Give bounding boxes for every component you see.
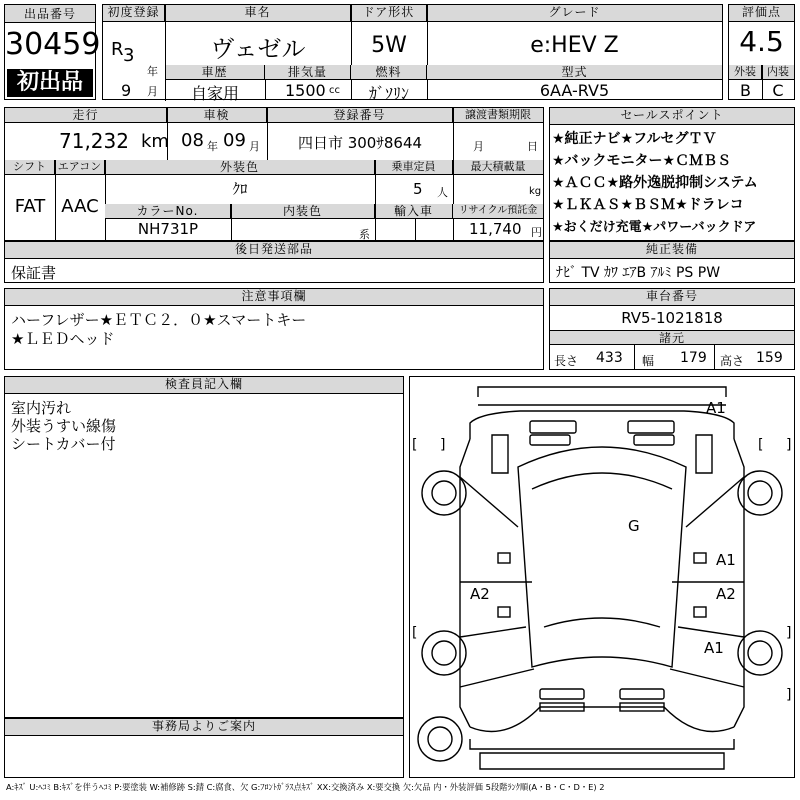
era: R — [111, 39, 124, 60]
sales-points-box — [549, 107, 795, 241]
chassis-label: 車台番号 — [550, 289, 794, 306]
first-listing-badge: 初出品 — [7, 69, 93, 97]
history-label: 車歴 — [165, 65, 265, 80]
capacity-unit: 人 — [437, 186, 448, 199]
shift: FAT — [14, 196, 46, 217]
inspection-year-suffix: 年 — [207, 140, 218, 153]
fuel: ｶﾞｿﾘﾝ — [368, 84, 409, 103]
recycle-label: リサイクル預託金 — [453, 204, 543, 219]
inspector-line: シートカバー付 — [11, 435, 116, 453]
length-label: 長さ — [554, 354, 579, 368]
displacement-label: 排気量 — [265, 65, 351, 80]
load-unit: kg — [529, 186, 542, 197]
inspection-year: 08 — [181, 130, 204, 151]
equipment-value: ﾅﾋﾞ TV ｶﾜ ｴｱB ｱﾙﾐ PS PW — [556, 265, 721, 281]
inspection-label: 車検 — [167, 108, 267, 123]
transfer-month: 月 — [473, 140, 484, 153]
ac-label: エアコン — [55, 160, 105, 175]
bracket-left: ] — [440, 437, 446, 453]
car-name-label: 車名 — [165, 5, 351, 22]
int-color-label: 内装色 — [231, 204, 375, 219]
color-no-label: カラーNo. — [105, 204, 231, 219]
load-label: 最大積載量 — [453, 160, 543, 175]
recycle: 11,740 — [469, 220, 522, 238]
chassis-number: RV5-1021818 — [621, 309, 723, 327]
sales-point-item: ★純正ナビ★フルセグＴＶ — [552, 131, 717, 147]
lot-number: 30459 — [5, 27, 101, 62]
era-year: 3 — [123, 45, 135, 66]
mileage: 71,232 — [59, 129, 129, 153]
later-parts-value: 保証書 — [11, 264, 57, 282]
import-label: 輸入車 — [375, 204, 453, 219]
length: 433 — [596, 350, 623, 366]
shift-label: シフト — [5, 160, 55, 175]
car-name: ヴェゼル — [210, 35, 306, 63]
history: 自家用 — [190, 84, 239, 103]
grade: e:HEV Z — [530, 33, 619, 58]
damage-mark-a2: A2 — [470, 585, 490, 603]
notes-line: ★ＬＥＤヘッド — [11, 330, 115, 348]
model: 6AA-RV5 — [539, 81, 610, 100]
displacement-unit: cc — [329, 85, 340, 96]
later-parts-box — [4, 241, 544, 283]
ext-label: 外装 — [729, 65, 762, 80]
int-color-unit: 系 — [359, 228, 370, 241]
damage-mark-a1: A1 — [704, 639, 724, 657]
month-suffix: 月 — [147, 85, 158, 98]
bracket-right: [ — [758, 437, 764, 453]
inspector-box — [4, 376, 404, 718]
color-no: NH731P — [137, 220, 199, 238]
mileage-unit: km — [141, 131, 169, 152]
dims-label: 諸元 — [550, 330, 794, 345]
reg-no-label: 登録番号 — [267, 108, 453, 123]
inspector-line: 室内汚れ — [11, 399, 72, 417]
transfer-day: 日 — [527, 140, 538, 153]
height-label: 高さ — [720, 354, 745, 368]
office-label: 事務局よりご案内 — [5, 719, 403, 736]
bracket-right: ] — [786, 437, 792, 453]
first-reg-label: 初度登録 — [103, 5, 165, 22]
color: ｸﾛ — [232, 180, 248, 198]
later-parts-label: 後日発送部品 — [5, 242, 543, 259]
width-label: 幅 — [642, 354, 655, 368]
bracket-left: [ — [412, 625, 418, 641]
capacity-label: 乗車定員 — [375, 160, 453, 175]
reg-no: 四日市 300ｻ8644 — [297, 134, 423, 152]
legend: A:ｷｽﾞ U:ﾍｺﾐ B:ｷｽﾞを伴うﾍｺﾐ P:要塗装 W:補修跡 S:錆 C:腐食、欠 G:ﾌﾛﾝﾄｶﾞﾗｽ点ｷｽﾞ XX:交換済み X:要交換 欠:欠品 内・外装評価 5段階ﾗﾝｸ順(A・B・C・D・E) 2 — [6, 782, 605, 792]
bracket-right: ] — [786, 625, 792, 641]
header-grid — [102, 4, 723, 103]
inspector-line: 外装うすい線傷 — [11, 417, 117, 435]
equipment-label: 純正装備 — [550, 242, 794, 259]
damage-mark-a1: A1 — [716, 551, 736, 569]
ac: AAC — [61, 196, 99, 217]
car-outline — [410, 377, 794, 777]
recycle-unit: 円 — [531, 226, 542, 239]
transfer-label: 譲渡書類期限 — [453, 108, 543, 123]
damage-diagram — [409, 376, 795, 778]
month: 9 — [121, 81, 132, 100]
year-suffix: 年 — [147, 65, 158, 78]
damage-mark-g: G — [628, 517, 640, 535]
ext-score: B — [740, 81, 751, 100]
model-label: 型式 — [427, 65, 722, 80]
equipment-box — [549, 241, 795, 283]
door-label: ドア形状 — [351, 5, 427, 22]
height: 159 — [756, 350, 783, 366]
sales-point-item: ★ＡＣＣ★路外逸脱抑制システム — [552, 175, 758, 191]
notes-line: ハーフレザー★ＥＴＣ２．０★スマートキー — [11, 311, 307, 329]
bracket-right: ] — [786, 687, 792, 703]
bracket-left: [ — [412, 437, 418, 453]
chassis-box — [549, 288, 795, 370]
inspector-label: 検査員記入欄 — [5, 377, 403, 394]
sales-point-item: ★バックモニター★ＣＭＢＳ — [552, 153, 732, 169]
displacement: 1500 — [285, 81, 326, 100]
fuel-label: 燃料 — [351, 65, 427, 80]
mileage-label: 走行 — [5, 108, 167, 123]
door-type: 5W — [371, 33, 407, 58]
damage-mark-a1: A1 — [706, 399, 726, 417]
width: 179 — [680, 350, 707, 366]
sales-points-label: セールスポイント — [550, 108, 794, 125]
inspection-month: 09 — [223, 130, 246, 151]
grade-label: グレード — [427, 5, 722, 22]
score-label: 評価点 — [729, 5, 794, 22]
notes-label: 注意事項欄 — [5, 289, 543, 306]
damage-mark-a2: A2 — [716, 585, 736, 603]
office-box — [4, 718, 404, 778]
sales-point-item: ★おくだけ充電★パワーバックドア — [552, 220, 757, 235]
inspection-month-suffix: 月 — [249, 140, 260, 153]
score: 4.5 — [739, 25, 784, 58]
spec-grid — [4, 107, 544, 241]
color-label: 外装色 — [105, 160, 375, 175]
int-score: C — [772, 81, 784, 100]
capacity: 5 — [413, 180, 423, 198]
lot-box — [4, 4, 101, 100]
sales-point-item: ★ＬＫＡＳ★ＢＳＭ★ドラレコ — [552, 197, 744, 213]
notes-box — [4, 288, 544, 370]
lot-label: 出品番号 — [5, 5, 95, 23]
int-label: 内装 — [762, 65, 794, 80]
score-box — [728, 4, 795, 100]
